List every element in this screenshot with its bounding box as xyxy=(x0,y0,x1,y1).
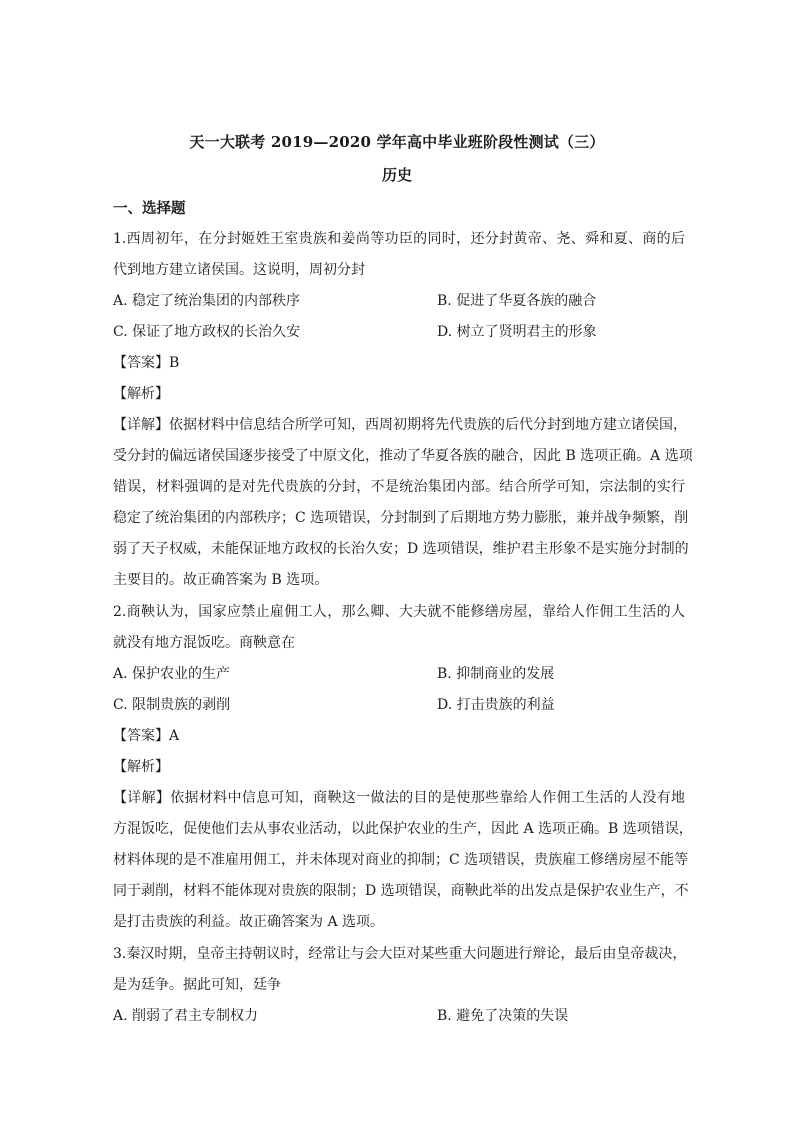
q1-detail-line-5: 弱了天子权威，未能保证地方政权的长治久安；D 选项错误，维护君主形象不是实施分封制的 xyxy=(113,541,689,557)
q2-option-d: D. 打击贵族的利益 xyxy=(437,697,555,713)
q1-option-a: A. 稳定了统治集团的内部秩序 xyxy=(113,293,301,309)
q3-option-a: A. 削弱了君主专制权力 xyxy=(113,1008,259,1024)
q2-detail-line-1: 【详解】依据材料中信息可知，商鞅这一做法的目的是使那些靠给人作佣工生活的人没有地 xyxy=(113,790,685,806)
q1-detail-line-3: 错误，材料强调的是对先代贵族的分封，不是统治集团内部。结合所学可知，宗法制的实行 xyxy=(113,479,685,495)
q2-detail-line-2: 方混饭吃，促使他们去从事农业活动，以此保护农业的生产，因此 A 选项正确。B 选项错误， xyxy=(113,821,693,837)
q2-analysis-label: 【解析】 xyxy=(113,759,169,775)
q1-stem-line-1: 1.西周初年，在分封姬姓王室贵族和姜尚等功臣的同时，还分封黄帝、尧、舜和夏、商的后 xyxy=(113,231,685,247)
q2-option-b: B. 抑制商业的发展 xyxy=(437,666,555,682)
q1-stem-line-2: 代到地方建立诸侯国。这说明，周初分封 xyxy=(113,262,365,278)
section-title: 一、选择题 xyxy=(113,200,186,217)
q2-stem-line-1: 2.商鞅认为，国家应禁止雇佣工人，那么卿、大夫就不能修缮房屋，靠给人作佣工生活的人 xyxy=(113,604,685,620)
q1-detail-line-4: 稳定了统治集团的内部秩序；C 选项错误，分封制到了后期地方势力膨胀，兼并战争频繁，削 xyxy=(113,510,689,526)
q1-option-d: D. 树立了贤明君主的形象 xyxy=(437,324,597,340)
q2-answer: 【答案】A xyxy=(113,728,180,744)
q1-detail-line-1: 【详解】依据材料中信息结合所学可知，西周初期将先代贵族的后代分封到地方建立诸侯国， xyxy=(113,417,687,433)
q2-option-c: C. 限制贵族的剥削 xyxy=(113,697,231,713)
document-title: 天一大联考 2019—2020 学年高中毕业班阶段性测试（三） xyxy=(189,133,605,151)
q2-stem-line-2: 就没有地方混饭吃。商鞅意在 xyxy=(113,635,295,651)
q3-stem-line-2: 是为廷争。据此可知，廷争 xyxy=(113,977,281,993)
q1-option-c: C. 保证了地方政权的长治久安 xyxy=(113,324,301,340)
q2-detail-line-4: 同于剥削，材料不能体现对贵族的限制；D 选项错误，商鞅此举的出发点是保护农业生产，不 xyxy=(113,883,689,899)
q1-detail-line-6: 主要目的。故正确答案为 B 选项。 xyxy=(113,572,329,588)
q3-option-b: B. 避免了决策的失误 xyxy=(437,1008,569,1024)
q3-stem-line-1: 3.秦汉时期，皇帝主持朝议时，经常让与会大臣对某些重大问题进行辩论，最后由皇帝裁决， xyxy=(113,946,687,962)
q2-detail-line-3: 材料体现的是不准雇用佣工，并未体现对商业的抑制；C 选项错误，贵族雇工修缮房屋不能等 xyxy=(113,852,689,868)
subject-heading: 历史 xyxy=(381,166,412,184)
q1-option-b: B. 促进了华夏各族的融合 xyxy=(437,293,597,309)
q2-detail-line-5: 是打击贵族的利益。故正确答案为 A 选项。 xyxy=(113,914,385,930)
q1-answer: 【答案】B xyxy=(113,355,180,371)
q2-option-a: A. 保护农业的生产 xyxy=(113,666,231,682)
q1-detail-line-2: 受分封的偏远诸侯国逐步接受了中原文化，推动了华夏各族的融合，因此 B 选项正确。A 选项 xyxy=(113,448,693,464)
q1-analysis-label: 【解析】 xyxy=(113,386,169,402)
